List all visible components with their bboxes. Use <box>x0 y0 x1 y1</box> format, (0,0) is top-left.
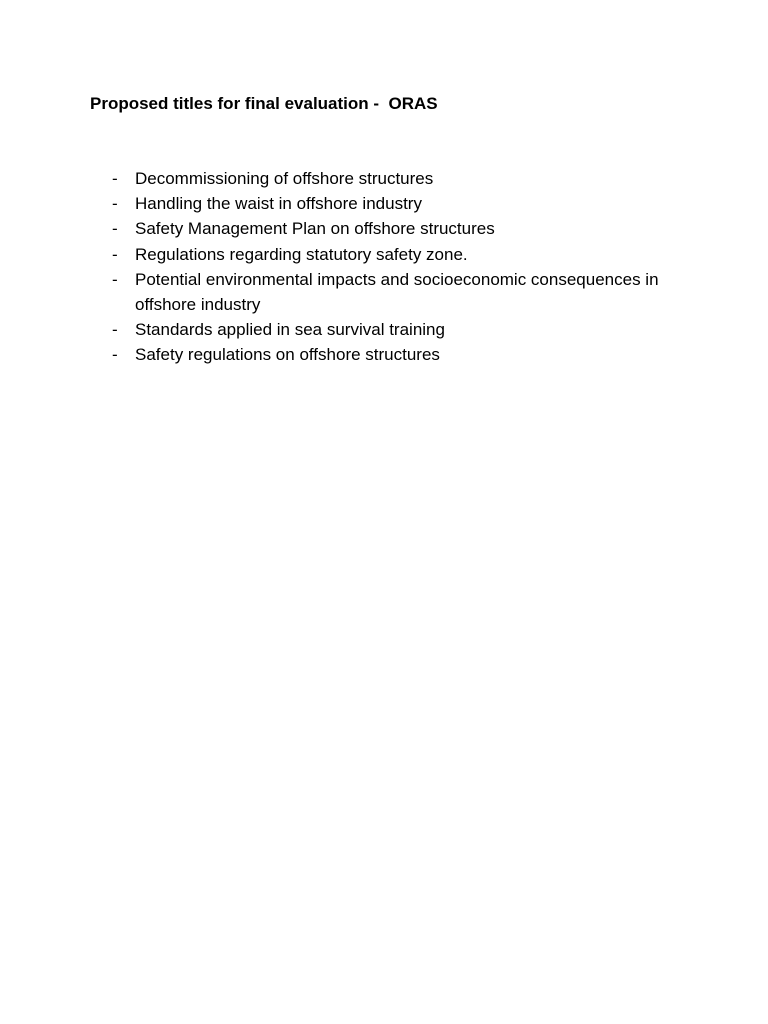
proposed-titles-list <box>112 166 712 368</box>
list-bullet: - <box>112 169 118 188</box>
list-item-text: Regulations regarding statutory safety zone. <box>135 244 468 264</box>
list-item <box>112 267 712 317</box>
list-bullet: - <box>112 219 118 239</box>
list-item <box>112 166 712 191</box>
list-item-text: Handling the waist in offshore industry <box>135 194 422 214</box>
list-bullet: - <box>112 244 118 264</box>
list-item-text: Decommissioning of offshore structures <box>135 169 434 188</box>
list-bullet: - <box>112 345 118 365</box>
document-title: Proposed titles for final evaluation - ORAS <box>90 94 438 113</box>
list-item <box>112 242 712 267</box>
list-item <box>112 216 712 241</box>
list-item-text: Standards applied in sea survival training <box>135 320 445 340</box>
list-item-text: Safety Management Plan on offshore structures <box>135 219 495 239</box>
list-item <box>112 342 712 367</box>
list-bullet: - <box>112 320 118 340</box>
list-item <box>112 191 712 216</box>
list-item-text: Potential environmental impacts and socioeconomic consequences in offshore industry <box>135 269 659 315</box>
list-item <box>112 317 712 342</box>
list-bullet: - <box>112 269 118 289</box>
list-bullet: - <box>112 194 118 214</box>
list-item-text: Safety regulations on offshore structures <box>135 345 440 365</box>
